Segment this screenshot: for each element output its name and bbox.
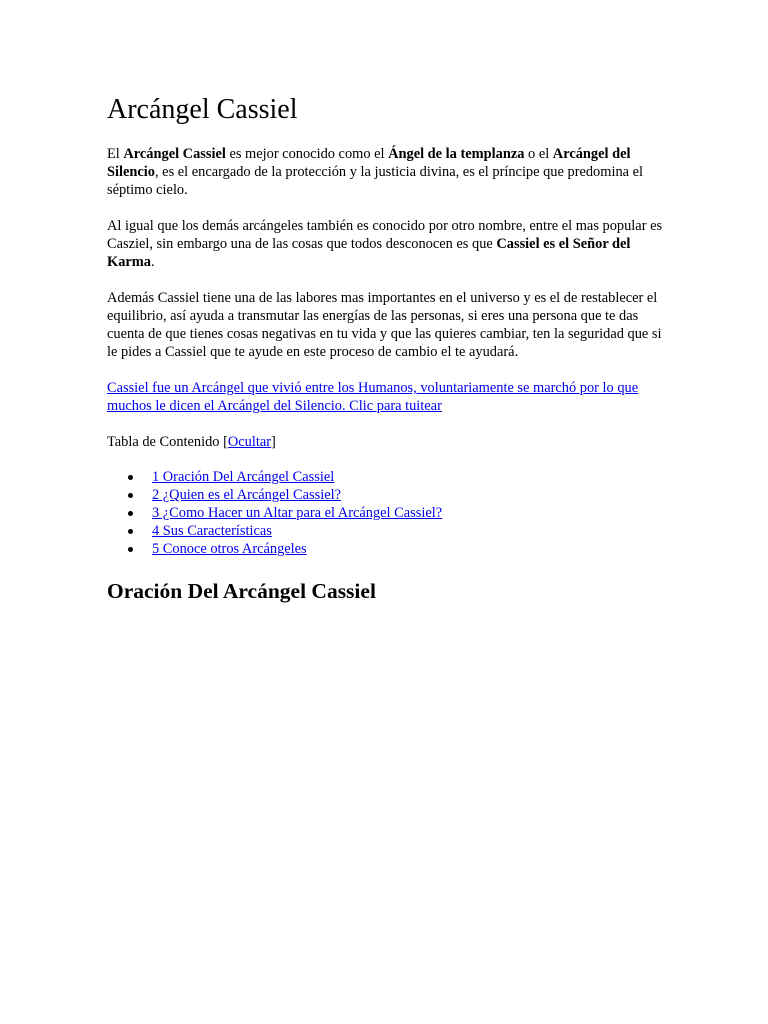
toc-header	[107, 433, 667, 451]
text-span: .	[150, 254, 155, 270]
toc-bracket: ]	[271, 434, 276, 450]
text-span: , es el encargado de la protección y la justicia divina, es el príncipe que predomina el séptimo cielo.	[107, 164, 644, 198]
toc-link-altar[interactable]: 3 ¿Como Hacer un Altar para el Arcángel Cassiel?	[152, 505, 443, 521]
text-span: El	[107, 146, 124, 162]
section-heading: Oración Del Arcángel Cassiel	[107, 579, 376, 603]
bold-text: Arcángel Cassiel	[123, 146, 226, 162]
page-title: Arcángel Cassiel	[107, 94, 298, 125]
toc-link-quien-es[interactable]: 2 ¿Quien es el Arcángel Cassiel?	[152, 487, 342, 503]
list-item	[152, 468, 667, 486]
text-span: es mejor conocido como el	[225, 146, 389, 162]
toc-link-caracteristicas[interactable]: 4 Sus Características	[152, 523, 272, 539]
list-item	[152, 486, 667, 504]
tweet-paragraph	[107, 379, 667, 415]
karma-paragraph	[107, 217, 667, 271]
list-item	[152, 504, 667, 522]
intro-paragraph	[107, 145, 667, 199]
toc-link-oracion[interactable]: 1 Oración Del Arcángel Cassiel	[152, 469, 335, 485]
toc-label: Tabla de Contenido [	[107, 434, 228, 450]
bold-text: Ángel de la templanza	[388, 146, 525, 162]
article	[107, 92, 667, 605]
table-of-contents	[107, 468, 667, 558]
list-item	[152, 540, 667, 558]
text-span: o el	[524, 146, 553, 162]
toc-hide-link[interactable]: Ocultar	[227, 434, 272, 450]
equilibrium-paragraph: Además Cassiel tiene una de las labores mas importantes en el universo y es el de restablecer el equilibrio, así ayuda a transmutar las energías de las personas, si eres una persona que te das cuenta de que tienes cosas negativas en tu vida y que las quieres cambiar, ten la seguridad que si le pides a Cassiel que te ayude en este proceso de cambio el te ayudará.	[107, 290, 662, 360]
bold-text: Arcángel del Silencio	[107, 146, 631, 180]
bold-text: Cassiel es el Señor del Karma	[107, 236, 631, 270]
list-item	[152, 522, 667, 540]
text-span: Al igual que los demás arcángeles también es conocido por otro nombre, entre el mas popular es Casziel, sin embargo una de las cosas que todos desconocen es que	[107, 218, 663, 252]
click-to-tweet-link[interactable]: Cassiel fue un Arcángel que vivió entre los Humanos, voluntariamente se marchó por lo que muchos le dicen el Arcángel del Silencio. Clic para tuitear	[107, 380, 639, 414]
toc-link-otros-arcangeles[interactable]: 5 Conoce otros Arcángeles	[152, 541, 307, 557]
